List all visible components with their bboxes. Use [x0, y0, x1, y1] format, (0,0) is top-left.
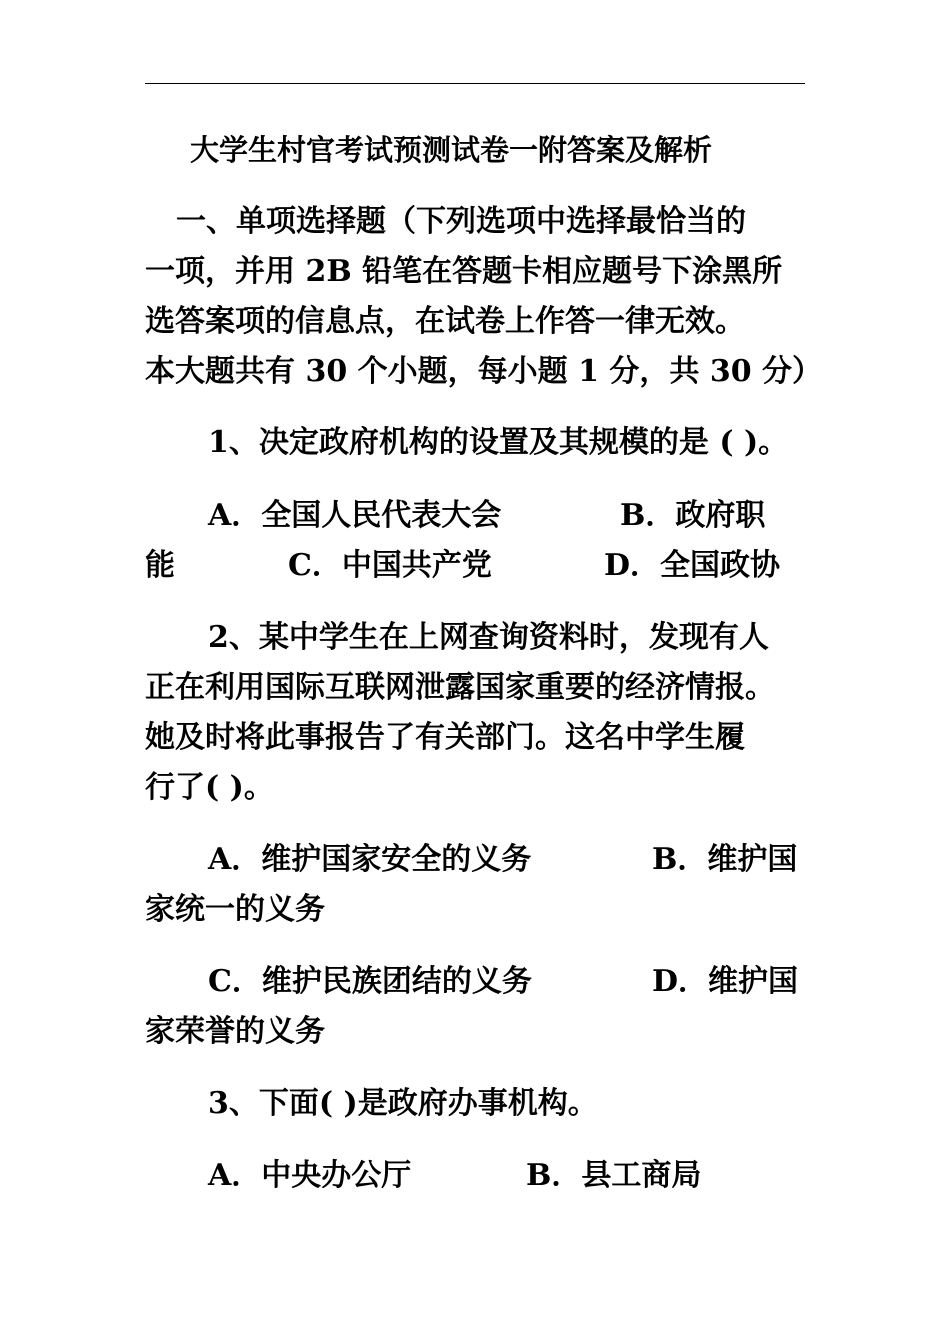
question-1-option-c: C．中国共产党 — [288, 548, 492, 583]
question-1-option-d: D．全国政协 — [604, 548, 781, 583]
question-2-stem-line-4: 行了( )。 — [145, 770, 274, 805]
question-2-option-d-continued: 家荣誉的义务 — [145, 1014, 325, 1049]
question-3-option-a: A．中央办公厅 — [208, 1158, 412, 1193]
question-2-option-b-continued: 家统一的义务 — [145, 892, 325, 927]
question-2-stem-line-1: 2、某中学生在上网查询资料时，发现有人 — [208, 620, 769, 655]
document-title: 大学生村官考试预测试卷一附答案及解析 — [190, 133, 713, 167]
question-2-option-a: A．维护国家安全的义务 — [208, 842, 532, 877]
question-2-stem-line-3: 她及时将此事报告了有关部门。这名中学生履 — [145, 720, 745, 755]
question-2-option-b: B．维护国 — [652, 842, 798, 877]
question-1-option-b: B．政府职 — [620, 498, 766, 533]
question-1-option-a: A．全国人民代表大会 — [208, 498, 502, 533]
question-1-option-b-continued: 能 — [145, 548, 175, 583]
question-2-stem-line-2: 正在利用国际互联网泄露国家重要的经济情报。 — [145, 670, 775, 705]
question-3-stem: 3、下面( )是政府办事机构。 — [208, 1086, 598, 1121]
header-rule — [145, 83, 805, 84]
section-heading-line-2: 一项，并用 2B 铅笔在答题卡相应题号下涂黑所 — [145, 254, 783, 289]
question-2-option-c: C．维护民族团结的义务 — [208, 964, 532, 999]
question-2-option-d: D．维护国 — [652, 964, 799, 999]
question-3-option-b: B．县工商局 — [526, 1158, 702, 1193]
section-heading-line-4: 本大题共有 30 个小题，每小题 1 分，共 30 分） — [145, 354, 823, 389]
question-1-stem: 1、决定政府机构的设置及其规模的是 ( )。 — [208, 425, 789, 460]
section-heading-line-3: 选答案项的信息点，在试卷上作答一律无效。 — [145, 304, 745, 339]
section-heading-line-1: 一、单项选择题（下列选项中选择最恰当的 — [176, 204, 746, 239]
